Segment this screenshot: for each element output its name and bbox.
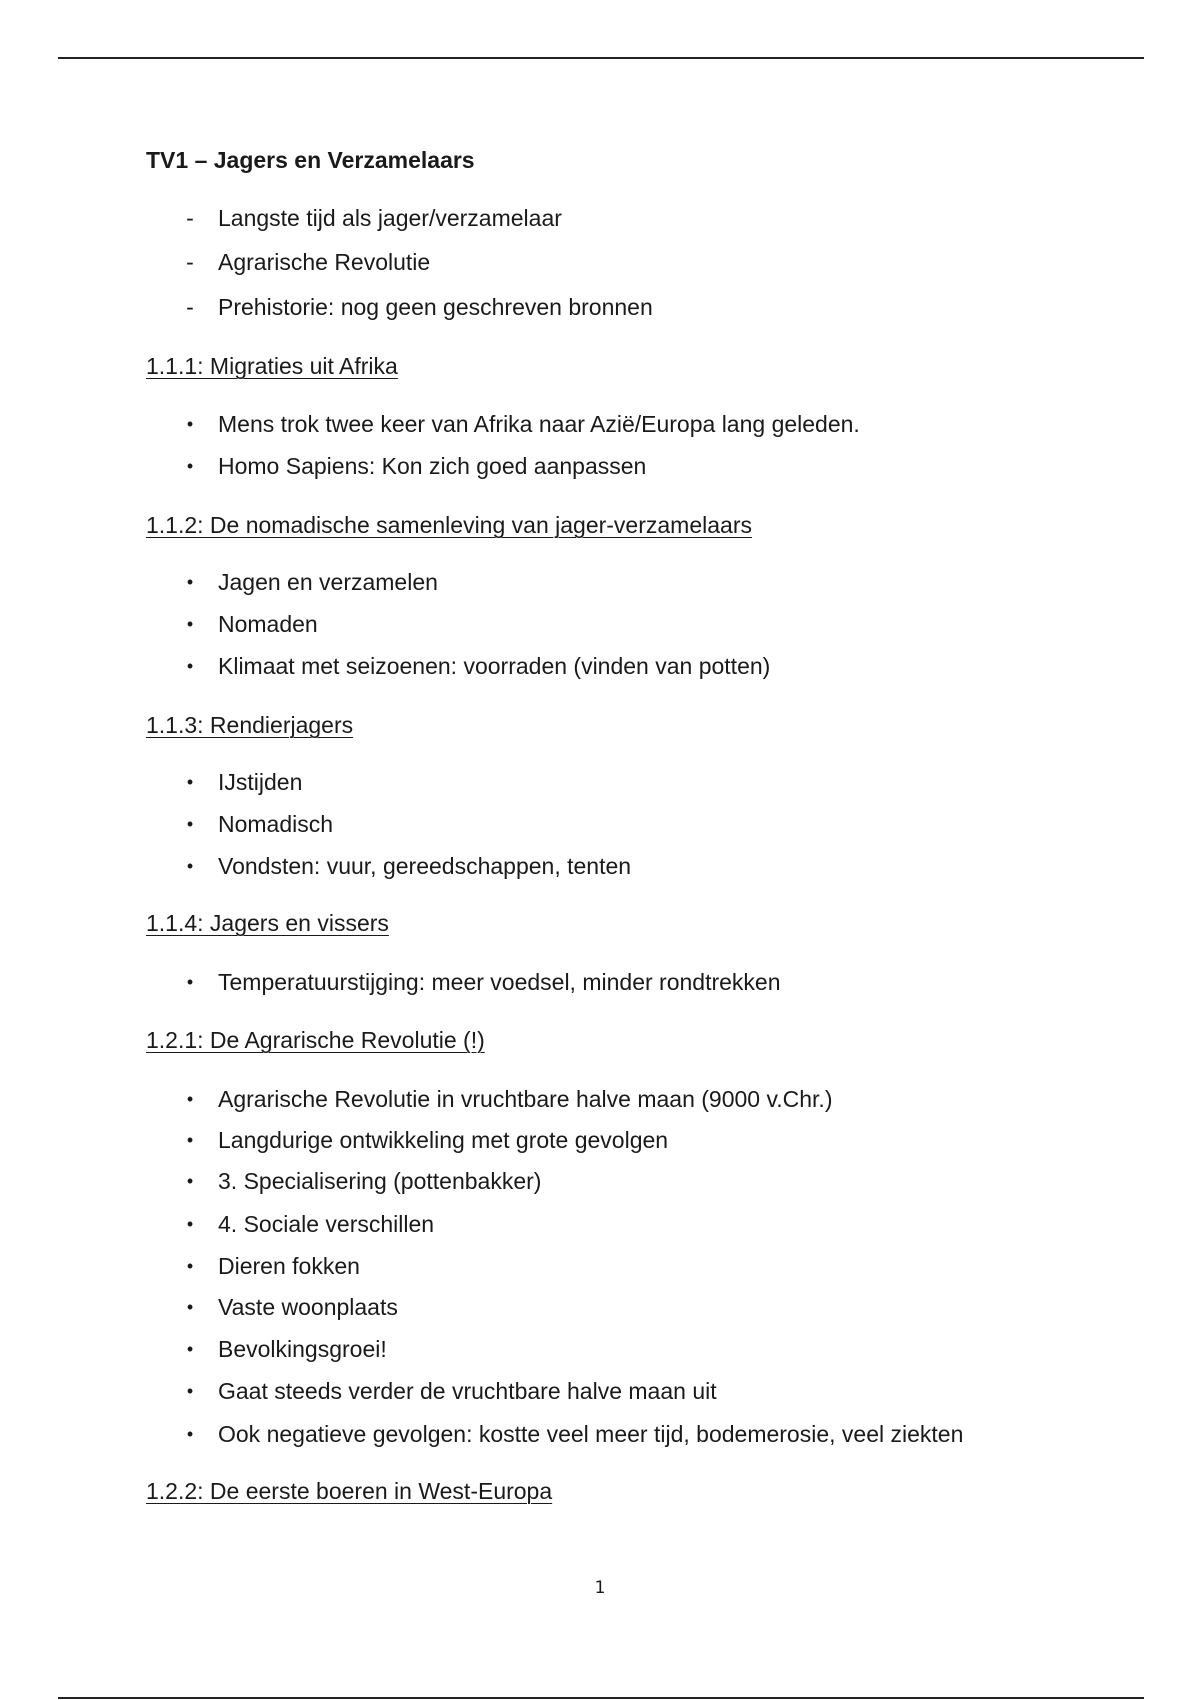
list-item-text: Mens trok twee keer van Afrika naar Azië/Europa lang geleden. <box>218 411 860 437</box>
dash-marker: - <box>186 249 194 275</box>
intro-item-text: Langste tijd als jager/verzamelaar <box>218 205 562 231</box>
bullet-icon: • <box>186 1130 194 1150</box>
list-item-text: Gaat steeds verder de vruchtbare halve maan uit <box>218 1378 717 1404</box>
section-heading: 1.2.1: De Agrarische Revolutie (!) <box>146 1027 485 1053</box>
list-item-text: Klimaat met seizoenen: voorraden (vinden van potten) <box>218 653 771 679</box>
list-item-text: Agrarische Revolutie in vruchtbare halve maan (9000 v.Chr.) <box>218 1086 833 1112</box>
list-item-text: Nomaden <box>218 611 318 637</box>
list-item-text: IJstijden <box>218 769 303 795</box>
bullet-icon: • <box>186 1089 194 1109</box>
section-heading: 1.2.2: De eerste boeren in West-Europa <box>146 1478 553 1504</box>
top-rule <box>58 57 1144 59</box>
bullet-icon: • <box>186 1424 194 1444</box>
list-item-text: Ook negatieve gevolgen: kostte veel meer tijd, bodemerosie, veel ziekten <box>218 1421 964 1447</box>
bullet-icon: • <box>186 1256 194 1276</box>
bullet-icon: • <box>186 1339 194 1359</box>
list-item-text: Dieren fokken <box>218 1253 360 1279</box>
list-item-text: 4. Sociale verschillen <box>218 1211 435 1237</box>
intro-item-text: Prehistorie: nog geen geschreven bronnen <box>218 294 653 320</box>
list-item-text: Temperatuurstijging: meer voedsel, minder rondtrekken <box>218 969 781 995</box>
bullet-icon: • <box>186 1297 194 1317</box>
bullet-icon: • <box>186 1214 194 1234</box>
bullet-icon: • <box>186 856 194 876</box>
bullet-icon: • <box>186 772 194 792</box>
section-heading: 1.1.1: Migraties uit Afrika <box>146 353 398 379</box>
bullet-icon: • <box>186 972 194 992</box>
list-item-text: Vaste woonplaats <box>218 1294 398 1320</box>
dash-marker: - <box>186 205 194 231</box>
section-heading: 1.1.4: Jagers en vissers <box>146 910 389 936</box>
bullet-icon: • <box>186 1381 194 1401</box>
list-item-text: Homo Sapiens: Kon zich goed aanpassen <box>218 453 647 479</box>
bullet-icon: • <box>186 414 194 434</box>
list-item-text: Jagen en verzamelen <box>218 569 438 595</box>
section-heading: 1.1.3: Rendierjagers <box>146 712 354 738</box>
list-item-text: Langdurige ontwikkeling met grote gevolgen <box>218 1127 669 1153</box>
bullet-icon: • <box>186 456 194 476</box>
intro-item-text: Agrarische Revolutie <box>218 249 431 275</box>
bullet-icon: • <box>186 1171 194 1191</box>
document-title: TV1 – Jagers en Verzamelaars <box>146 147 475 173</box>
bottom-rule <box>58 1697 1144 1699</box>
list-item-text: Vondsten: vuur, gereedschappen, tenten <box>218 853 632 879</box>
list-item-text: 3. Specialisering (pottenbakker) <box>218 1168 542 1194</box>
section-heading: 1.1.2: De nomadische samenleving van jager-verzamelaars <box>146 512 752 538</box>
bullet-icon: • <box>186 572 194 592</box>
bullet-icon: • <box>186 814 194 834</box>
list-item-text: Nomadisch <box>218 811 334 837</box>
bullet-icon: • <box>186 614 194 634</box>
dash-marker: - <box>186 294 194 320</box>
page-number: 1 <box>594 1578 606 1598</box>
list-item-text: Bevolkingsgroei! <box>218 1336 387 1362</box>
bullet-icon: • <box>186 656 194 676</box>
